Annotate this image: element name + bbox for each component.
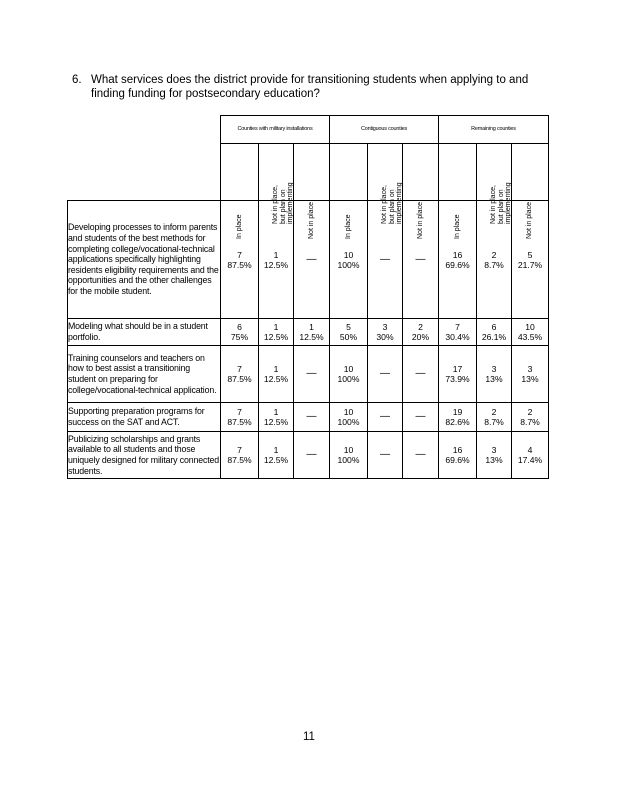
count-cell xyxy=(368,403,403,432)
dash-value: — xyxy=(415,253,426,265)
count-value: 3 xyxy=(491,364,497,374)
group-header-row xyxy=(68,116,549,144)
percent-value: 75% xyxy=(230,332,249,342)
count-value: 7 xyxy=(455,322,460,332)
count-value: 7 xyxy=(237,445,242,455)
count-value: 1 xyxy=(273,445,279,455)
count-value: 6 xyxy=(491,322,497,332)
page-number: 11 xyxy=(303,731,315,743)
corner-blank xyxy=(68,116,221,144)
percent-value: 69.6% xyxy=(445,259,470,270)
subcolumn-label: Not in place xyxy=(526,201,533,239)
count-value: 1 xyxy=(309,322,314,332)
group-header: Counties with military installations xyxy=(221,116,330,144)
count-value: 16 xyxy=(452,445,463,455)
count-cell xyxy=(512,432,549,479)
table-row xyxy=(68,432,549,479)
percent-value: 82.6% xyxy=(445,417,470,427)
count-value: 5 xyxy=(527,249,533,260)
percent-value: 50% xyxy=(339,332,358,342)
count-value: 2 xyxy=(527,407,533,417)
count-cell xyxy=(221,403,259,432)
count-cell xyxy=(330,346,368,403)
count-value: 10 xyxy=(343,407,354,417)
count-value: 7 xyxy=(237,364,242,374)
percent-value: 43.5% xyxy=(517,332,543,342)
subcolumn-label: In place xyxy=(235,213,243,239)
percent-value: 12.5% xyxy=(263,332,289,342)
count-cell xyxy=(403,346,439,403)
count-value: 2 xyxy=(418,322,423,332)
count-cell xyxy=(403,403,439,432)
percent-value: 100% xyxy=(337,455,360,465)
count-cell xyxy=(439,403,477,432)
count-cell xyxy=(403,319,439,346)
subcolumn-label: Not in place xyxy=(307,201,315,239)
percent-value: 73.9% xyxy=(445,374,470,384)
count-cell xyxy=(294,319,330,346)
count-value: 16 xyxy=(452,249,463,260)
count-cell xyxy=(403,432,439,479)
dash-value: — xyxy=(380,253,390,265)
count-value: 1 xyxy=(273,322,279,332)
percent-value: 100% xyxy=(337,417,360,427)
percent-value: 100% xyxy=(337,374,360,384)
percent-value: 12.5% xyxy=(263,417,289,427)
percent-value: 12.5% xyxy=(263,455,289,465)
count-cell xyxy=(368,432,403,479)
count-cell xyxy=(368,346,403,403)
service-label: Training counselors and teachers on how to best assist a transitioning student on preparing for college/vocational-technical application. xyxy=(68,346,221,403)
percent-value: 30% xyxy=(376,332,394,342)
count-cell xyxy=(512,403,549,432)
count-value: 3 xyxy=(491,445,497,455)
percent-value: 13% xyxy=(485,455,503,465)
results-table xyxy=(67,115,549,479)
count-value: 1 xyxy=(273,407,279,417)
count-value: 10 xyxy=(525,322,535,332)
percent-value: 100% xyxy=(337,259,360,270)
count-cell xyxy=(259,432,294,479)
dash-value: — xyxy=(306,368,317,379)
count-cell xyxy=(439,432,477,479)
count-value: 10 xyxy=(343,445,354,455)
percent-value: 8.7% xyxy=(484,417,504,427)
subcolumn-label: In place xyxy=(453,213,461,239)
count-value: 3 xyxy=(382,322,388,332)
percent-value: 17.4% xyxy=(517,455,543,465)
percent-value: 13% xyxy=(521,374,539,384)
count-value: 6 xyxy=(237,322,242,332)
service-label: Developing processes to inform parents and students of the best methods for completing college/vocational-technical applications specifically highlighting residents eligibility requirements and the opportunities and the other challenges for the mobile student. xyxy=(68,201,221,319)
count-cell xyxy=(512,319,549,346)
count-value: 3 xyxy=(527,364,533,374)
count-cell xyxy=(330,403,368,432)
percent-value: 12.5% xyxy=(263,374,289,384)
percent-value: 87.5% xyxy=(227,417,252,427)
count-value: 2 xyxy=(491,407,497,417)
table-row xyxy=(68,346,549,403)
subcolumn-header xyxy=(330,144,368,239)
service-label: Publicizing scholarships and grants available to all students and those uniquely designed for military connected students. xyxy=(68,432,221,479)
count-value: 10 xyxy=(343,249,354,260)
dash-value: — xyxy=(415,411,426,422)
subcolumn-header xyxy=(221,144,259,239)
count-value: 10 xyxy=(343,364,354,374)
table-row xyxy=(68,403,549,432)
percent-value: 30.4% xyxy=(445,332,470,342)
dash-value: — xyxy=(415,449,426,460)
subcolumn-label: In place xyxy=(344,213,352,239)
subcolumn-header-row xyxy=(68,144,549,201)
subcolumn-header xyxy=(368,144,403,224)
count-cell xyxy=(294,346,330,403)
count-cell xyxy=(477,319,512,346)
count-value: 5 xyxy=(346,322,351,332)
percent-value: 8.7% xyxy=(484,259,504,270)
count-cell xyxy=(477,346,512,403)
count-cell xyxy=(512,346,549,403)
corner-blank xyxy=(68,144,221,201)
subcolumn-header xyxy=(403,144,439,239)
subcolumn-header xyxy=(512,144,549,239)
count-value: 1 xyxy=(273,249,279,260)
subcolumn-label: Not in place xyxy=(416,201,424,239)
subcolumn-header xyxy=(477,144,512,224)
count-cell xyxy=(221,432,259,479)
count-value: 7 xyxy=(237,407,242,417)
service-label: Supporting preparation programs for success on the SAT and ACT. xyxy=(68,403,221,432)
count-cell xyxy=(477,403,512,432)
count-cell xyxy=(330,432,368,479)
count-value: 17 xyxy=(452,364,463,374)
service-label: Modeling what should be in a student portfolio. xyxy=(68,319,221,346)
dash-value: — xyxy=(306,411,317,422)
count-cell xyxy=(368,319,403,346)
percent-value: 20% xyxy=(411,332,430,342)
count-cell xyxy=(294,403,330,432)
percent-value: 13% xyxy=(485,374,503,384)
percent-value: 8.7% xyxy=(520,417,540,427)
dash-value: — xyxy=(306,449,317,460)
count-value: 19 xyxy=(452,407,463,417)
subcolumn-header xyxy=(294,144,330,239)
count-value: 4 xyxy=(527,445,533,455)
count-cell xyxy=(439,346,477,403)
dash-value: — xyxy=(415,368,426,379)
count-value: 7 xyxy=(237,249,242,260)
count-cell xyxy=(259,403,294,432)
dash-value: — xyxy=(380,368,390,379)
count-value: 1 xyxy=(273,364,279,374)
count-value: 2 xyxy=(491,249,497,260)
count-cell xyxy=(221,346,259,403)
dash-value: — xyxy=(306,253,317,265)
count-cell xyxy=(259,319,294,346)
subcolumn-header xyxy=(259,144,294,224)
question-text: What services does the district provide for transitioning students when applying to and finding funding for postsecondary education? xyxy=(91,74,529,100)
question-number: 6. xyxy=(72,74,82,86)
percent-value: 87.5% xyxy=(227,259,252,270)
percent-value: 87.5% xyxy=(227,374,252,384)
count-cell xyxy=(330,319,368,346)
percent-value: 12.5% xyxy=(299,332,324,342)
subcolumn-header xyxy=(439,144,477,239)
count-cell xyxy=(294,432,330,479)
dash-value: — xyxy=(380,449,390,460)
count-cell xyxy=(439,319,477,346)
subcolumn-label: Not in place, but plan on implementing xyxy=(381,181,403,224)
percent-value: 21.7% xyxy=(517,259,543,270)
table-row xyxy=(68,319,549,346)
subcolumn-label: Not in place, but plan on implementing xyxy=(490,181,512,224)
group-header: Remaining counties xyxy=(439,116,549,144)
percent-value: 12.5% xyxy=(263,259,289,270)
percent-value: 69.6% xyxy=(445,455,470,465)
subcolumn-label: Not in place, but plan on implementing xyxy=(272,181,294,224)
dash-value: — xyxy=(380,411,390,422)
count-cell xyxy=(221,319,259,346)
percent-value: 26.1% xyxy=(481,332,507,342)
percent-value: 87.5% xyxy=(227,455,252,465)
group-header: Contiguous counties xyxy=(330,116,439,144)
count-cell xyxy=(477,432,512,479)
count-cell xyxy=(259,346,294,403)
